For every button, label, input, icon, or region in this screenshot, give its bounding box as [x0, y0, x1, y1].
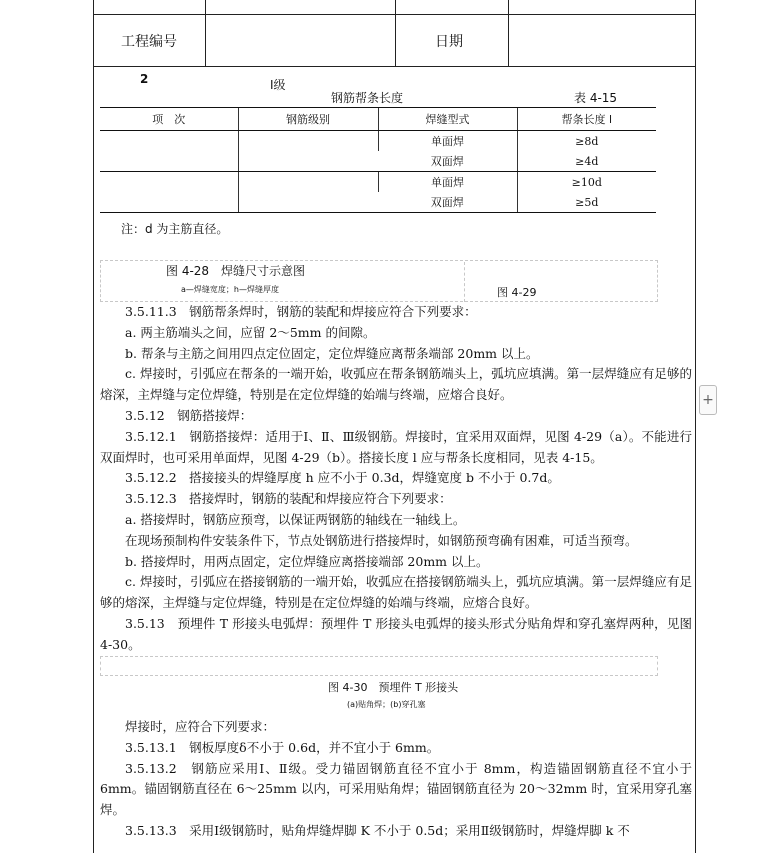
table-title: 钢筋帮条长度 — [331, 91, 404, 105]
paragraph: 3.5.13.1 钢板厚度δ不小于 0.6d，并不宜小于 6mm。 — [125, 739, 440, 755]
figure-divider — [464, 262, 466, 302]
cell-weld: 单面焊 — [378, 131, 517, 152]
text-block-1 — [100, 302, 692, 656]
fig-429-caption: 图 4-29 — [497, 286, 537, 299]
rebar-length-table — [100, 107, 656, 213]
cell-grade — [238, 131, 378, 172]
table-note: 注：d 为主筋直径。 — [121, 222, 229, 236]
figure-430-box — [100, 656, 658, 676]
header-divider — [205, 14, 206, 66]
text-block-2 — [100, 717, 692, 842]
table-row — [100, 131, 656, 152]
paragraph: 3.5.13.2 钢筋应采用Ⅰ、Ⅱ级。受力锚固钢筋直径不宜小于 8mm，构造锚固钢筋直径不宜小于 6mm。锚固钢筋直径在 6～25mm 以内，可采用贴角焊；锚固钢筋直径为 20～32mm 时，宜采用穿孔塞焊。 — [100, 760, 692, 818]
fig-430-caption: 图 4-30 预埋件 T 形接头 — [328, 681, 459, 694]
page-mark: 2 — [140, 72, 149, 86]
paragraph: 焊接时，应符合下列要求： — [125, 719, 276, 734]
header-top-row — [94, 0, 695, 15]
table-number: 表 4-15 — [574, 91, 618, 105]
expand-button[interactable]: + — [699, 385, 717, 415]
date-label: 日期 — [435, 34, 463, 50]
header-divider — [508, 0, 509, 14]
paragraph: 3.5.12.3 搭接焊时，钢筋的装配和焊接应符合下列要求： — [125, 491, 452, 507]
table-grade: Ⅰ级 — [270, 78, 286, 92]
paragraph: 3.5.12.2 搭接接头的焊缝厚度 h 应不小于 0.3d，焊缝宽度 b 不小于 0.7d。 — [125, 470, 560, 486]
paragraph: c. 焊接时，引弧应在帮条的一端开始，收弧应在帮条钢筋端头上，弧坑应填满。第一层焊缝应有足够的熔深，主焊缝与定位焊缝，特别是在定位焊缝的始端与终端，应熔合良好。 — [100, 366, 692, 403]
cell-length: ≥10d — [517, 172, 656, 193]
paragraph: b. 帮条与主筋之间用四点定位固定，定位焊缝应离帮条端部 20mm 以上。 — [125, 345, 539, 361]
cell-grade — [238, 172, 378, 213]
cell-weld: 双面焊 — [378, 151, 517, 172]
paragraph: 3.5.13 预埋件 T 形接头电弧焊：预埋件 T 形接头电弧焊的接头形式分贴角焊和穿孔塞焊两种，见图 4-30。 — [100, 615, 692, 652]
paragraph: b. 搭接焊时，用两点固定，定位焊缝应离搭接端部 20mm 以上。 — [125, 553, 489, 569]
paragraph: a. 两主筋端头之间，应留 2～5mm 的间隙。 — [125, 324, 376, 340]
column-header: 钢筋级别 — [238, 108, 378, 131]
table-row — [100, 172, 656, 193]
header-divider — [395, 14, 396, 66]
column-header: 项 次 — [100, 108, 238, 131]
cell-length: ≥8d — [517, 131, 656, 152]
paragraph: 3.5.13.3 采用Ⅰ级钢筋时，贴角焊缝焊脚 K 不小于 0.5d；采用Ⅱ级钢筋时，焊缝焊脚 k 不 — [125, 822, 630, 838]
column-header: 焊缝型式 — [378, 108, 517, 131]
document-page — [93, 0, 696, 853]
paragraph: a. 搭接焊时，钢筋应预弯，以保证两钢筋的轴线在一轴线上。 — [125, 511, 466, 527]
paragraph: 3.5.12.1 钢筋搭接焊：适用于Ⅰ、Ⅱ、Ⅲ级钢筋。焊接时，宜采用双面焊，见图 4-29（a）。不能进行双面焊时，也可采用单面焊，见图 4-29（b）。搭接长度 l 应与帮条长度相同，见表 4-15。 — [100, 428, 692, 465]
fig-430-subcaption: (a)贴角焊；(b)穿孔塞 — [347, 700, 426, 709]
cell-length: ≥5d — [517, 192, 656, 213]
header-divider — [508, 14, 509, 66]
cell-weld: 单面焊 — [378, 172, 517, 193]
cell-item — [100, 131, 238, 172]
column-header: 帮条长度 l — [517, 108, 656, 131]
paragraph: 在现场预制构件安装条件下，节点处钢筋进行搭接焊时，如钢筋预弯确有困难，可适当预弯。 — [125, 532, 638, 548]
paragraph: 3.5.12 钢筋搭接焊： — [125, 407, 253, 423]
fig-428-caption: 图 4-28 焊缝尺寸示意图 — [166, 264, 306, 278]
cell-weld: 双面焊 — [378, 192, 517, 213]
project-no-label: 工程编号 — [121, 34, 177, 50]
paragraph: 3.5.11.3 钢筋帮条焊时，钢筋的装配和焊接应符合下列要求： — [125, 304, 477, 319]
cell-length: ≥4d — [517, 151, 656, 172]
header-row — [94, 14, 695, 67]
table-header-row — [100, 108, 656, 131]
paragraph: c. 焊接时，引弧应在搭接钢筋的一端开始，收弧应在搭接钢筋端头上，弧坑应填满。第一层焊缝应有足够的熔深，主焊缝与定位焊缝，特别是在定位焊缝的始端与终端，应熔合良好。 — [100, 574, 692, 611]
cell-item — [100, 172, 238, 213]
header-divider — [205, 0, 206, 14]
fig-428-subcaption: a—焊缝宽度；h—焊缝厚度 — [181, 285, 279, 294]
header-divider — [395, 0, 396, 14]
